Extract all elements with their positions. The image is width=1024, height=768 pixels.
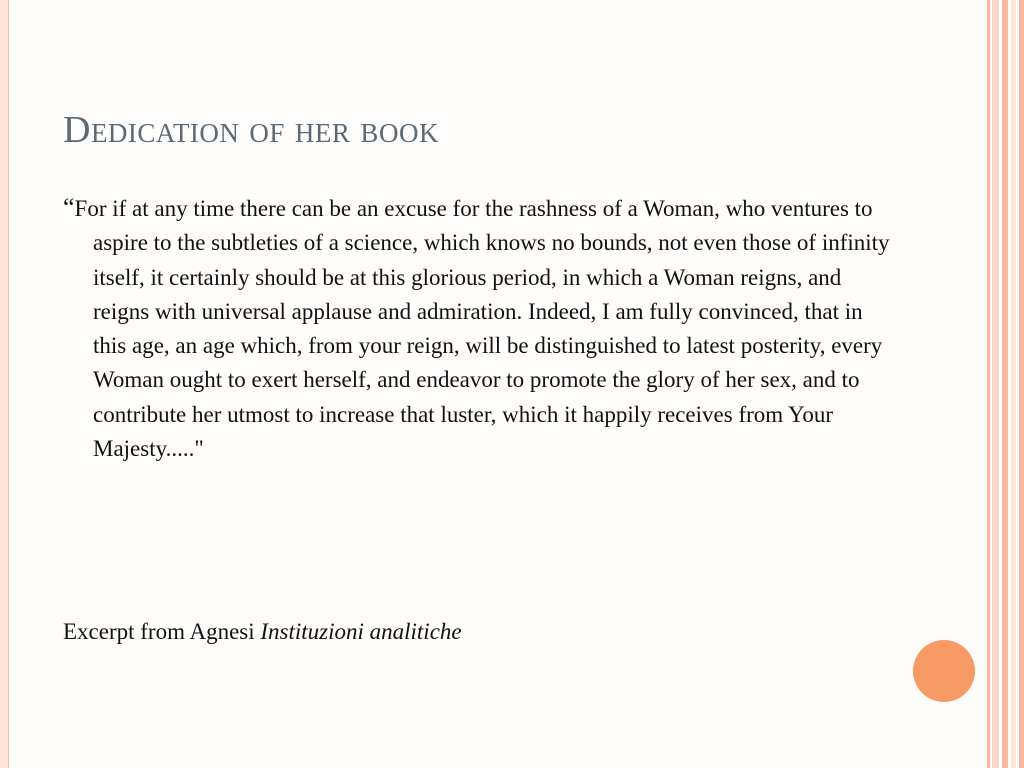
source-prefix: Excerpt from Agnesi (63, 619, 261, 644)
right-stripe (1019, 0, 1024, 768)
right-stripe (1002, 0, 1008, 768)
right-border-decoration (976, 0, 1024, 768)
source-citation (63, 619, 462, 645)
right-stripe (992, 0, 999, 768)
source-title: Instituzioni analitiche (260, 619, 462, 644)
right-stripe (987, 0, 990, 768)
dedication-quote (63, 191, 893, 466)
open-quote-mark: “ (63, 193, 75, 222)
right-stripe (1011, 0, 1016, 768)
left-border-decoration (0, 0, 9, 768)
slide-title: Dedication of her book (63, 109, 439, 151)
quote-text: For if at any time there can be an excuse for the rashness of a Woman, who ventures to aspire to the subtleties of a science, which knows no bounds, not even those of infinity itself, it certainly should be at this glorious period, in which a Woman reigns, and reigns with universal applause and admiration. Indeed, I am fully convinced, that in this age, an age which, from your reign, will be distinguished to latest posterity, every Woman ought to exert herself, and endeavor to promote the glory of her sex, and to contribute her utmost to increase that luster, which it happily receives from Your Majesty....." (74, 196, 890, 462)
quote-paragraph (63, 191, 893, 466)
accent-circle (913, 640, 975, 702)
